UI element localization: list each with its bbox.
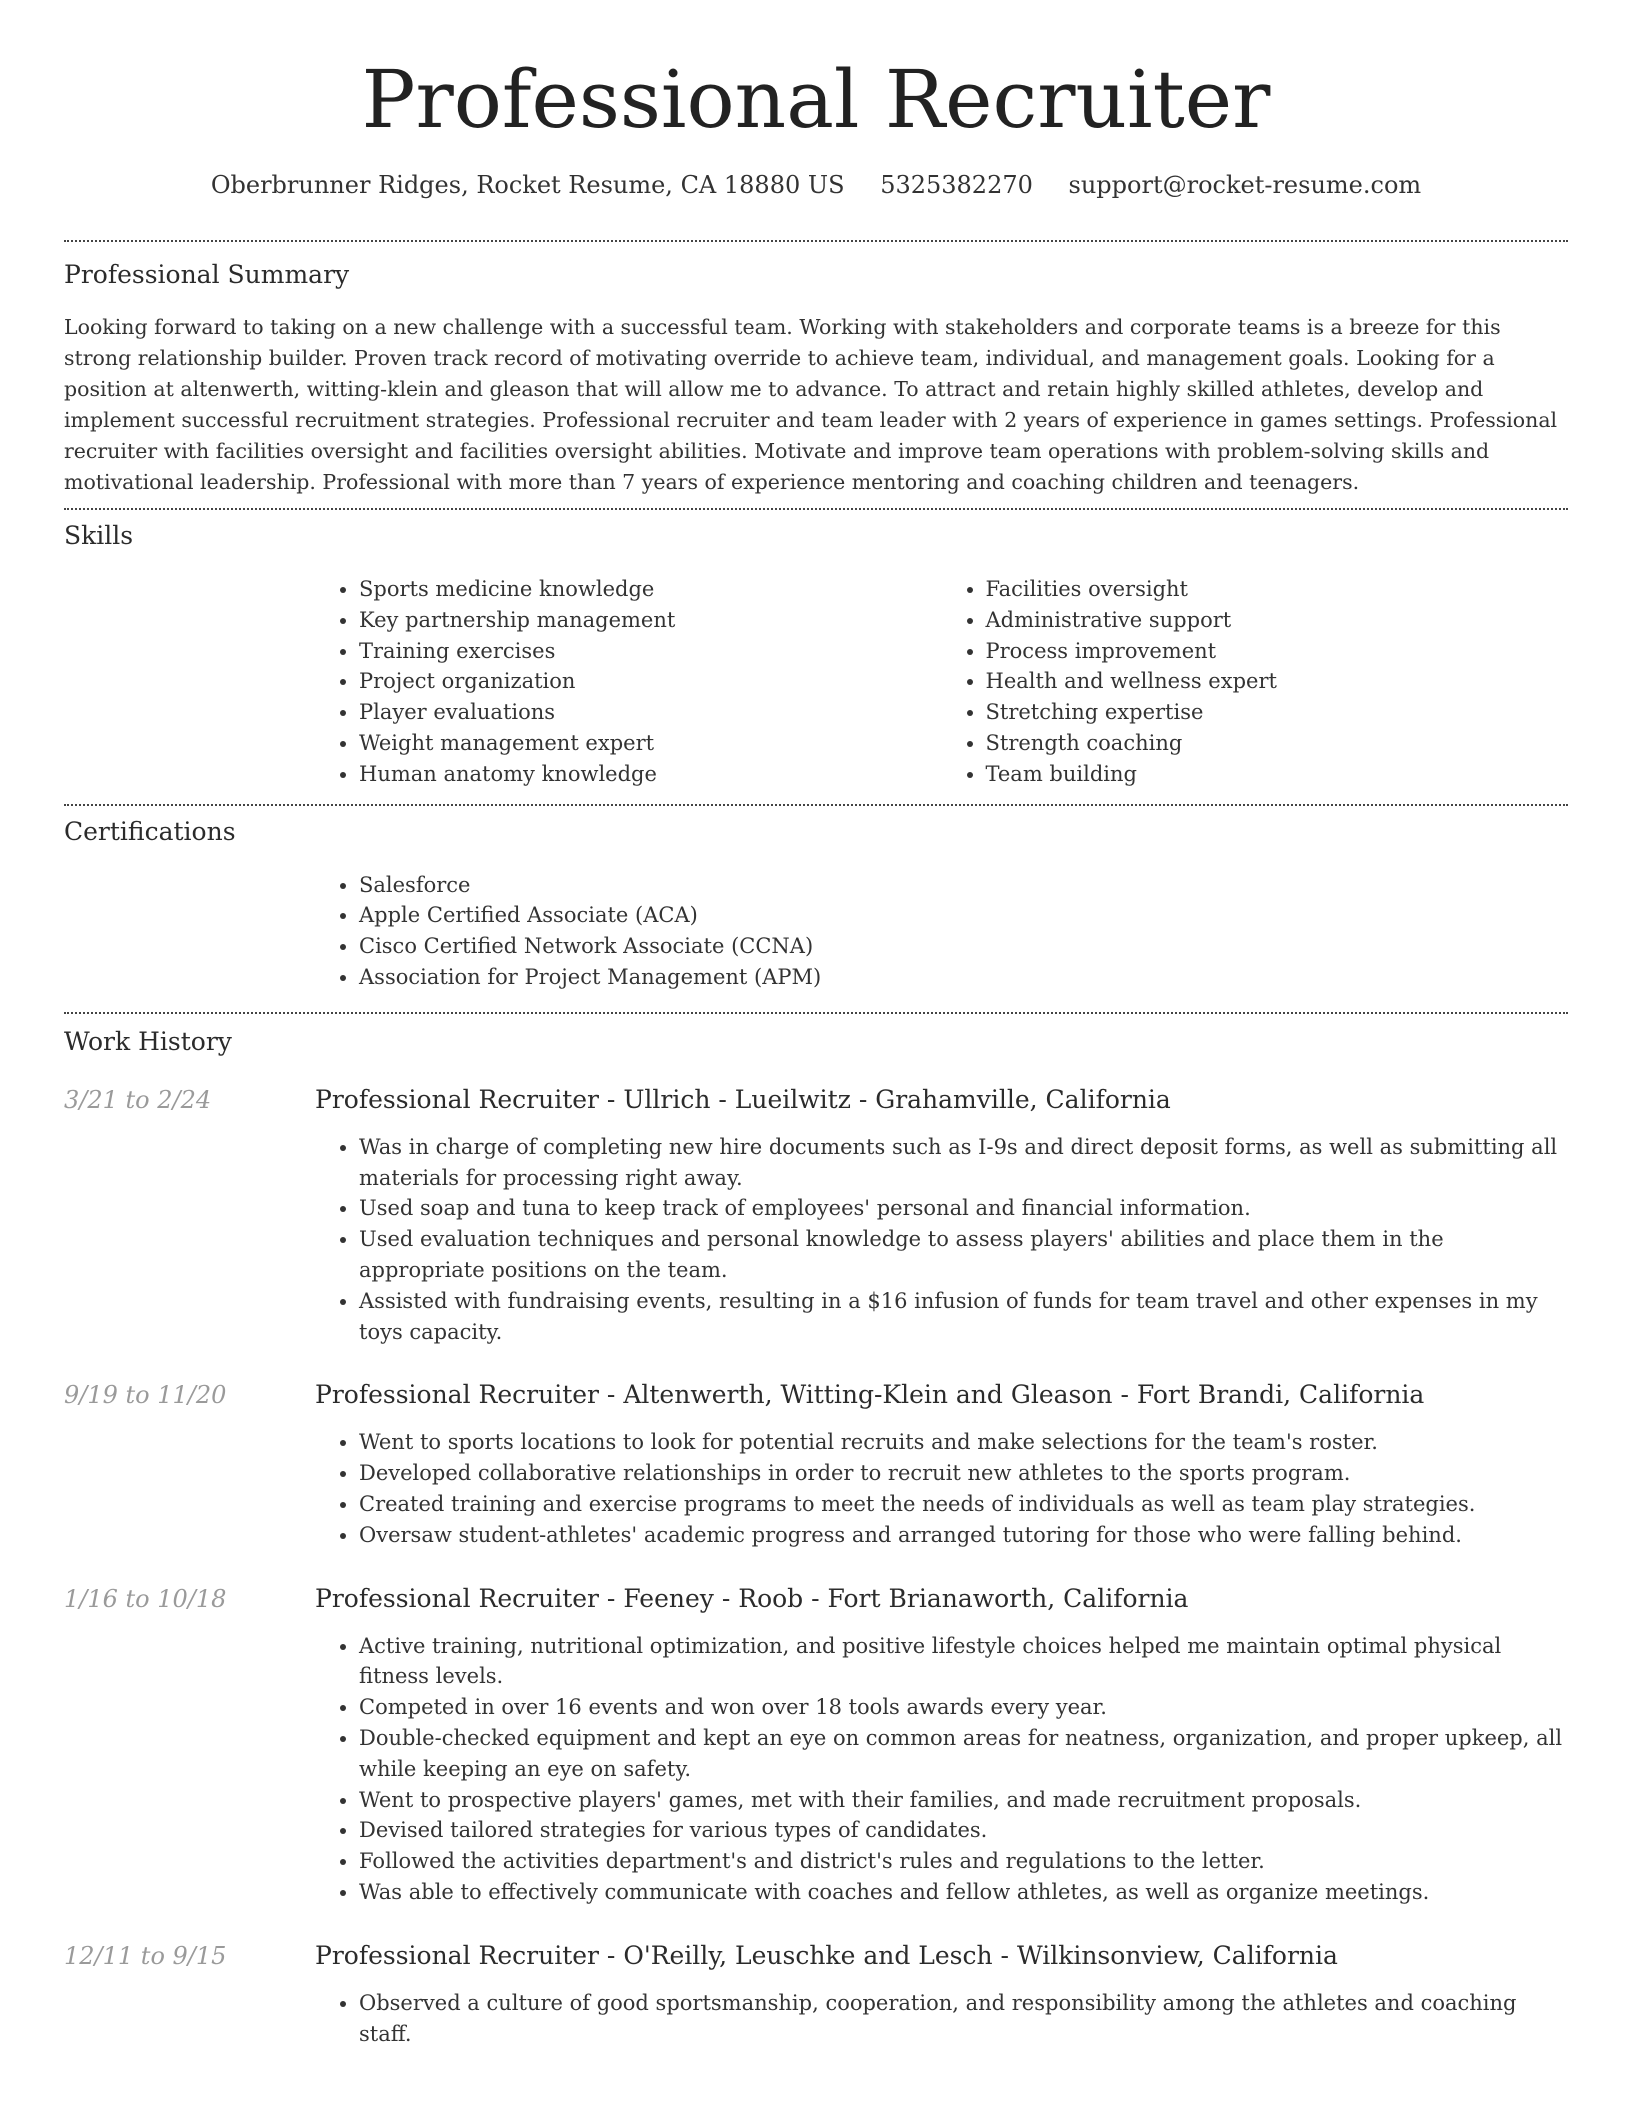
skills-grid — [315, 574, 1568, 790]
job-bullet: • Followed the activities department's and district's rules and regulations to the letter. — [359, 1846, 1568, 1877]
job-bullet: • Oversaw student-athletes' academic progress and arranged tutoring for those who were falling behind. — [359, 1520, 1568, 1551]
job-bullet: • Assisted with fundraising events, resulting in a $16 infusion of funds for team travel and other expenses in my toys capacity. — [359, 1286, 1568, 1348]
contact-email: support@rocket-resume.com — [1068, 171, 1422, 199]
job-bullet: • Created training and exercise programs to meet the needs of individuals as well as team play strategies. — [359, 1489, 1568, 1520]
resume-page — [64, 0, 1568, 2049]
job-bullets — [315, 1631, 1568, 1908]
summary-heading: Professional Summary — [64, 260, 350, 289]
job-bullet: • Went to prospective players' games, met with their families, and made recruitment proposals. — [359, 1785, 1568, 1816]
job-title: Professional Recruiter - Feeney - Roob - Fort Brianaworth, California — [315, 1583, 1189, 1613]
certification-item: • Association for Project Management (APM) — [359, 962, 1568, 993]
skills-heading: Skills — [64, 521, 134, 550]
contact-address: Oberbrunner Ridges, Rocket Resume, CA 18880 US — [210, 171, 845, 199]
job-entry — [64, 1583, 1568, 1908]
skill-item: • Team building — [986, 759, 1569, 790]
contact-phone: 5325382270 — [880, 171, 1033, 199]
job-date: 12/11 to 9/15 — [64, 1941, 227, 1970]
job-bullet: • Observed a culture of good sportsmanship, cooperation, and responsibility among the athletes and coaching staff. — [359, 1988, 1568, 2050]
skill-item: • Stretching expertise — [986, 697, 1569, 728]
candidate-name: Professional Recruiter — [361, 53, 1271, 146]
skill-item: • Sports medicine knowledge — [359, 574, 942, 605]
summary-text: Looking forward to taking on a new challenge with a successful team. Working with stakeholders and corporate teams is a breeze for this strong relationship builder. Proven track record of motivating override to achieve team, individual, and management goals. Looking for a position at altenwerth, witting-klein and gleason that will allow me to advance. To attract and retain highly skilled athletes, develop and implement successful recruitment strategies. Professional recruiter and team leader with 2 years of experience in games settings. Professional recruiter with facilities oversight and facilities oversight abilities. Motivate and improve team operations with problem-solving skills and motivational leadership. Professional with more than 7 years of experience mentoring and coaching children and teenagers. — [64, 315, 1558, 494]
job-title: Professional Recruiter - Altenwerth, Witting-Klein and Gleason - Fort Brandi, California — [315, 1380, 1425, 1410]
skill-item: • Key partnership management — [359, 605, 942, 636]
certifications-list — [315, 870, 1568, 993]
work-section — [64, 1014, 1568, 2050]
job-bullet: • Was in charge of completing new hire documents such as I-9s and direct deposit forms, as well as submitting all materials for processing right away. — [359, 1132, 1568, 1194]
job-bullet: • Went to sports locations to look for potential recruits and make selections for the team's roster. — [359, 1427, 1568, 1458]
job-bullet: • Developed collaborative relationships in order to recruit new athletes to the sports program. — [359, 1458, 1568, 1489]
job-bullet: • Double-checked equipment and kept an eye on common areas for neatness, organization, and proper upkeep, all while keeping an eye on safety. — [359, 1723, 1568, 1785]
job-title: Professional Recruiter - Ullrich - Lueilwitz - Grahamville, California — [315, 1084, 1171, 1114]
job-entry — [64, 1379, 1568, 1550]
skill-item: • Strength coaching — [986, 728, 1569, 759]
job-title: Professional Recruiter - O'Reilly, Leuschke and Lesch - Wilkinsonview, California — [315, 1940, 1338, 1970]
job-bullets — [315, 1988, 1568, 2050]
certifications-heading: Certifications — [64, 816, 236, 846]
skill-item: • Health and wellness expert — [986, 666, 1569, 697]
certifications-section — [64, 806, 1568, 993]
job-header — [64, 1583, 1568, 1615]
job-header — [64, 1940, 1568, 1972]
contact-line — [64, 170, 1568, 200]
job-header — [64, 1084, 1568, 1116]
skill-item: • Human anatomy knowledge — [359, 759, 942, 790]
job-bullet: • Active training, nutritional optimization, and positive lifestyle choices helped me maintain optimal physical fitness levels. — [359, 1631, 1568, 1693]
certification-item: • Salesforce — [359, 870, 1568, 901]
job-bullets — [315, 1427, 1568, 1550]
job-bullet: • Used evaluation techniques and personal knowledge to assess players' abilities and place them in the appropriate positions on the team. — [359, 1224, 1568, 1286]
job-header — [64, 1379, 1568, 1411]
summary-section — [64, 242, 1568, 498]
skills-list-right — [942, 574, 1569, 790]
skills-list-left — [315, 574, 942, 790]
job-bullet: • Used soap and tuna to keep track of employees' personal and financial information. — [359, 1193, 1568, 1224]
skills-section — [64, 510, 1568, 790]
job-bullet: • Devised tailored strategies for various types of candidates. — [359, 1815, 1568, 1846]
skill-item: • Process improvement — [986, 636, 1569, 667]
skill-item: • Training exercises — [359, 636, 942, 667]
skill-item: • Facilities oversight — [986, 574, 1569, 605]
work-heading: Work History — [64, 1026, 232, 1056]
job-date: 1/16 to 10/18 — [64, 1584, 227, 1613]
job-entry — [64, 1940, 1568, 2050]
job-date: 3/21 to 2/24 — [64, 1085, 212, 1114]
job-bullet: • Competed in over 16 events and won over 18 tools awards every year. — [359, 1692, 1568, 1723]
skill-item: • Project organization — [359, 666, 942, 697]
job-entry — [64, 1084, 1568, 1348]
skill-item: • Administrative support — [986, 605, 1569, 636]
skill-item: • Player evaluations — [359, 697, 942, 728]
job-date: 9/19 to 11/20 — [64, 1381, 227, 1410]
certification-item: • Cisco Certified Network Associate (CCNA) — [359, 931, 1568, 962]
skill-item: • Weight management expert — [359, 728, 942, 759]
job-bullet: • Was able to effectively communicate with coaches and fellow athletes, as well as organize meetings. — [359, 1877, 1568, 1908]
certification-item: • Apple Certified Associate (ACA) — [359, 900, 1568, 931]
job-bullets — [315, 1132, 1568, 1348]
